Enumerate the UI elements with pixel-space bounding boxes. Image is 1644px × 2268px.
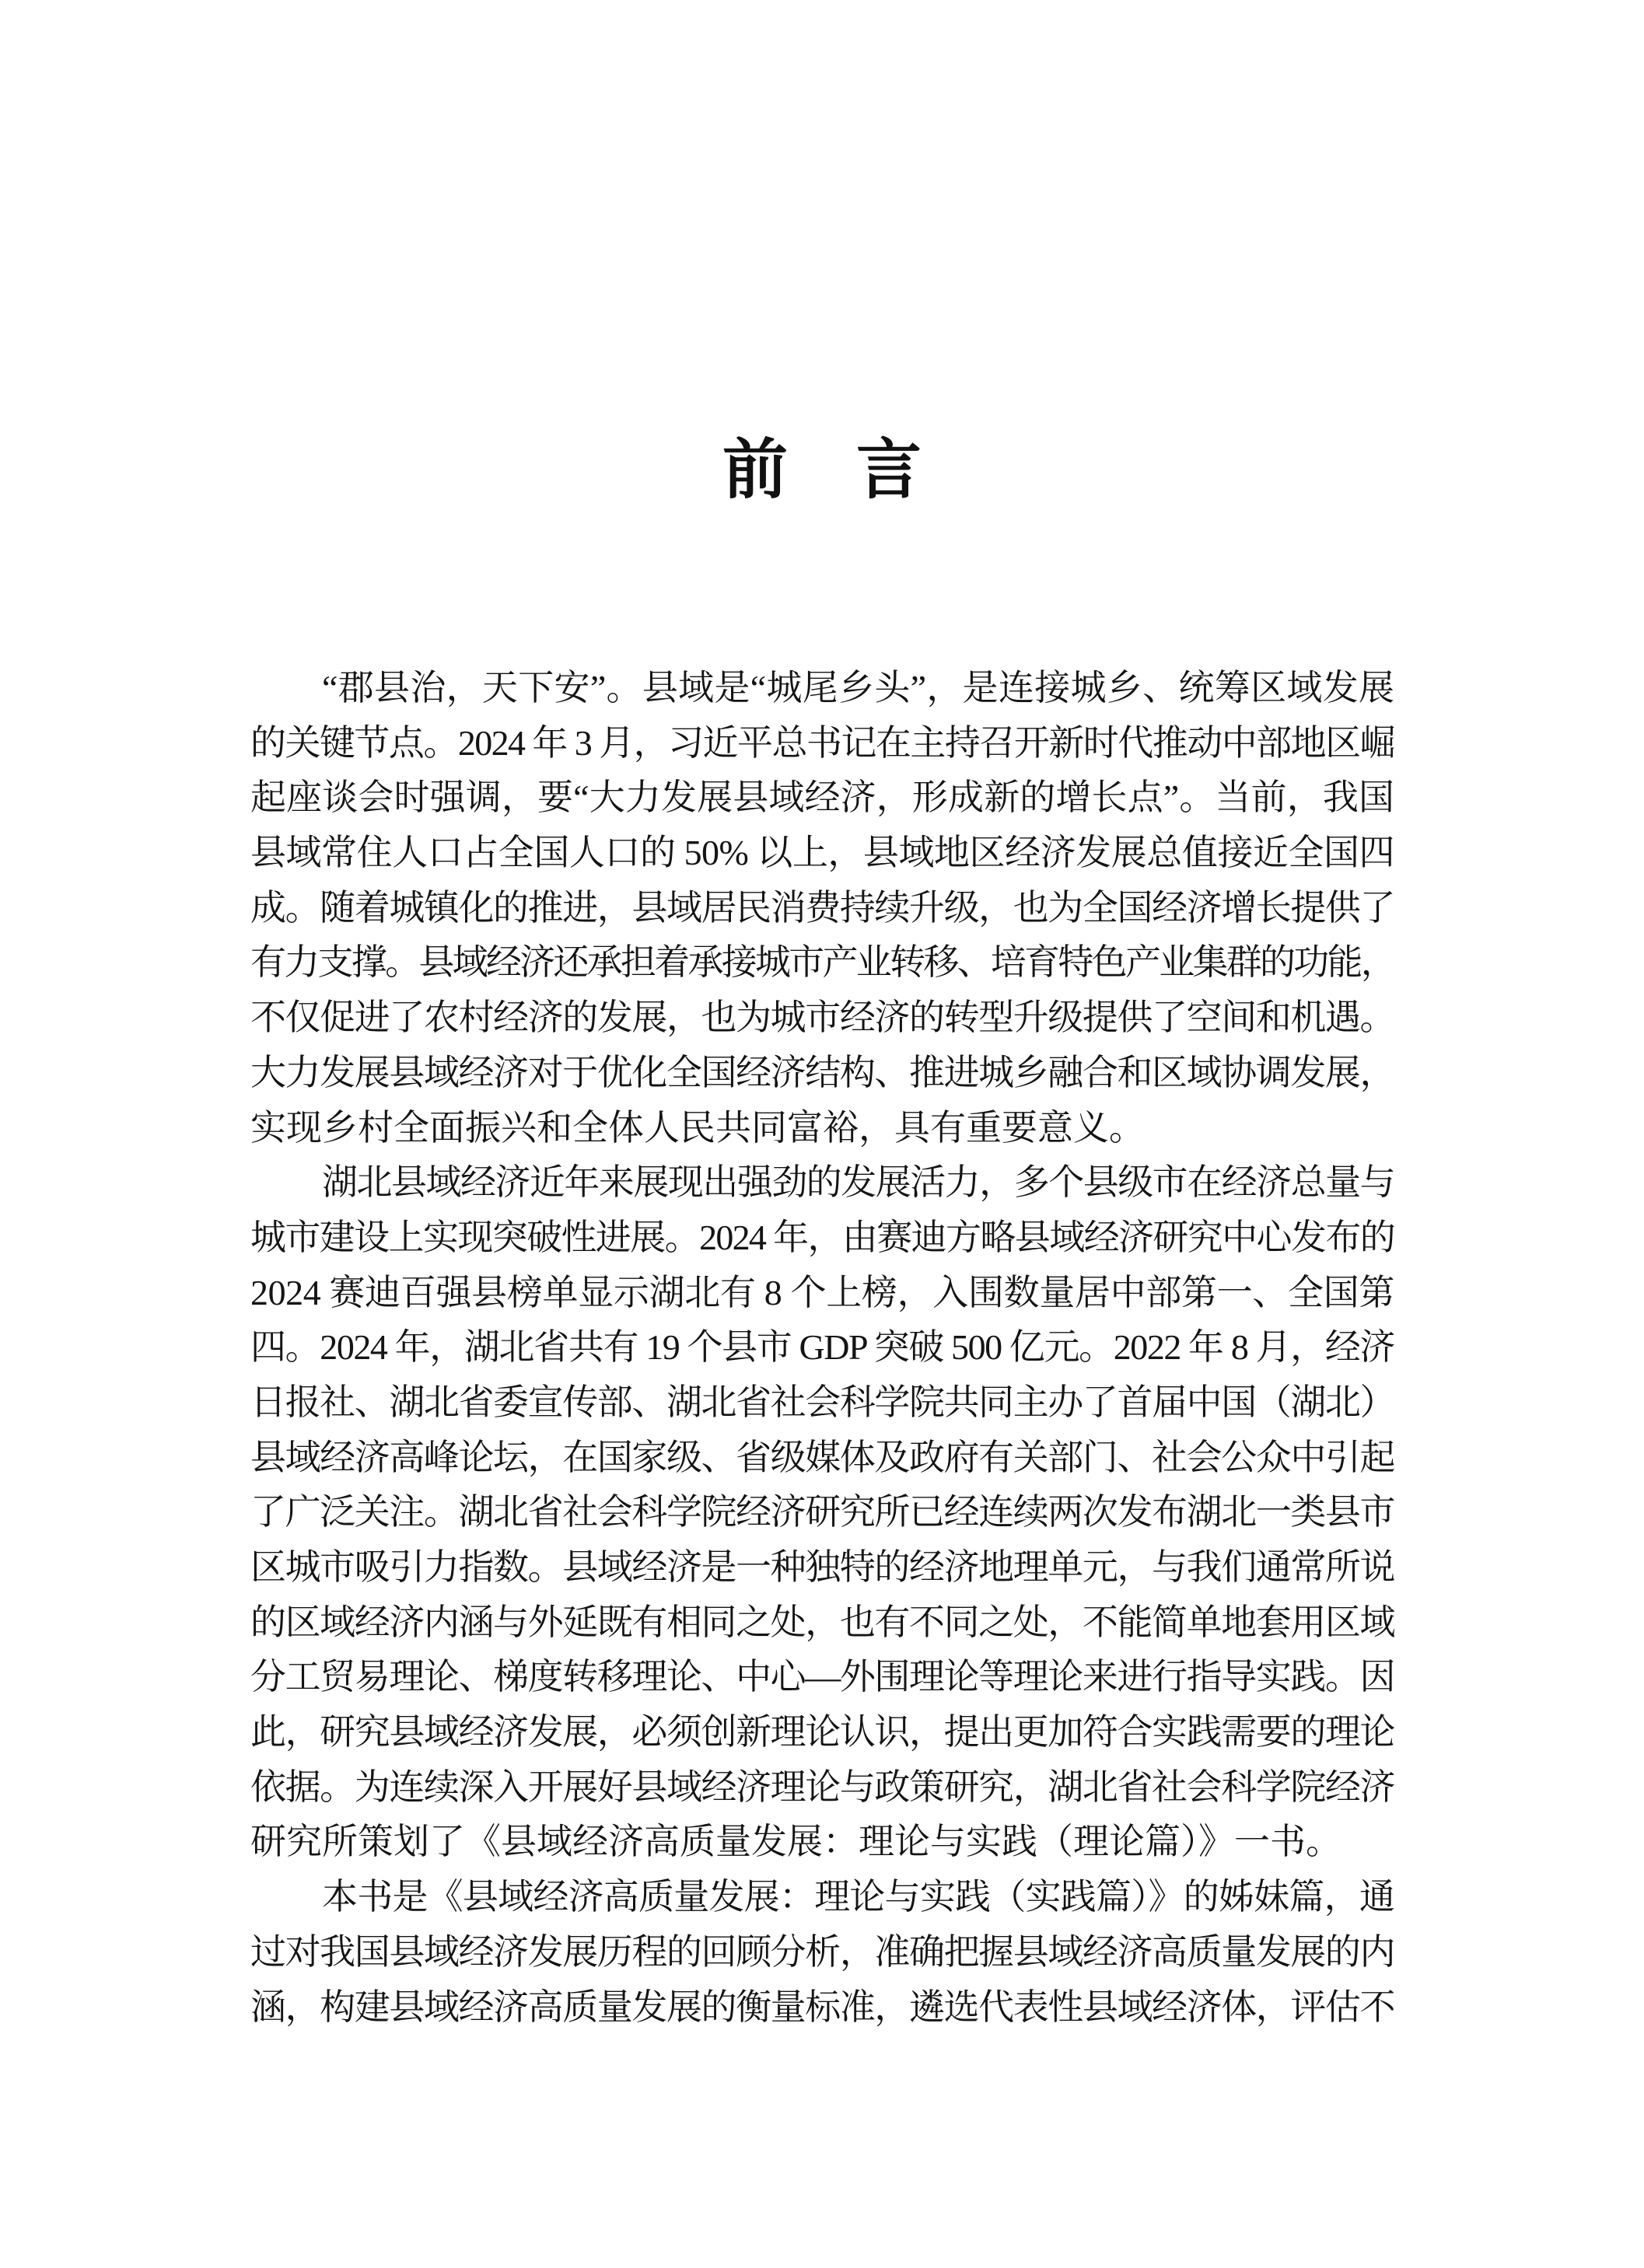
text-line: 县域经济高峰论坛，在国家级、省级媒体及政府有关部门、社会公众中引起 bbox=[250, 1437, 1394, 1477]
text-line: 有力支撑。县域经济还承担着承接城市产业转移、培育特色产业集群的功能， bbox=[250, 942, 1394, 983]
paragraph-1 bbox=[250, 661, 1394, 1155]
paragraph-2 bbox=[250, 1155, 1394, 1870]
text-line: 实现乡村全面振兴和全体人民共同富裕，具有重要意义。 bbox=[250, 1107, 1145, 1148]
text-line: 湖北县域经济近年来展现出强劲的发展活力，多个县级市在经济总量与 bbox=[322, 1162, 1394, 1203]
text-line: 的区域经济内涵与外延既有相同之处，也有不同之处，不能简单地套用区域 bbox=[250, 1602, 1394, 1642]
text-line: 四。2024 年，湖北省共有 19 个县市 GDP 突破 500 亿元。2022 年 8 月，经济 bbox=[250, 1327, 1394, 1368]
text-line: 日报社、湖北省委宣传部、湖北省社会科学院共同主办了首届中国（湖北） bbox=[250, 1382, 1394, 1422]
text-line: 的关键节点。2024 年 3 月，习近平总书记在主持召开新时代推动中部地区崛 bbox=[250, 722, 1394, 763]
text-line: 成。随着城镇化的推进，县域居民消费持续升级，也为全国经济增长提供了 bbox=[250, 887, 1394, 928]
text-line: 区城市吸引力指数。县域经济是一种独特的经济地理单元，与我们通常所说 bbox=[250, 1547, 1394, 1587]
text-line: 此，研究县域经济发展，必须创新理论认识，提出更加符合实践需要的理论 bbox=[250, 1712, 1394, 1753]
text-line: 大力发展县域经济对于优化全国经济结构、推进城乡融合和区域协调发展， bbox=[250, 1052, 1394, 1092]
text-line: 了广泛关注。湖北省社会科学院经济研究所已经连续两次发布湖北一类县市 bbox=[250, 1492, 1394, 1532]
text-line: 不仅促进了农村经济的发展，也为城市经济的转型升级提供了空间和机遇。 bbox=[250, 998, 1394, 1038]
text-line: “郡县治，天下安”。县域是“城尾乡头”，是连接城乡、统筹区域发展 bbox=[322, 668, 1394, 708]
text-line: 涵，构建县域经济高质量发展的衡量标准，遴选代表性县域经济体，评估不 bbox=[250, 1987, 1394, 2027]
text-line: 本书是《县域经济高质量发展：理论与实践（实践篇）》的姊妹篇，通 bbox=[322, 1877, 1394, 1917]
page-title: 前 言 bbox=[722, 435, 922, 507]
text-line: 县域常住人口占全国人口的 50% 以上，县域地区经济发展总值接近全国四 bbox=[250, 833, 1394, 873]
text-line: 城市建设上实现突破性进展。2024 年，由赛迪方略县域经济研究中心发布的 bbox=[250, 1217, 1394, 1257]
body-text bbox=[250, 661, 1394, 2035]
text-line: 分工贸易理论、梯度转移理论、中心—外围理论等理论来进行指导实践。因 bbox=[250, 1657, 1394, 1697]
text-line: 过对我国县域经济发展历程的回顾分析，准确把握县域经济高质量发展的内 bbox=[250, 1931, 1394, 1972]
text-line: 研究所策划了《县域经济高质量发展：理论与实践（理论篇）》一书。 bbox=[250, 1822, 1341, 1862]
text-line: 起座谈会时强调，要“大力发展县域经济，形成新的增长点”。当前，我国 bbox=[250, 778, 1394, 818]
text-line: 依据。为连续深入开展好县域经济理论与政策研究，湖北省社会科学院经济 bbox=[250, 1767, 1394, 1807]
paragraph-3 bbox=[250, 1870, 1394, 2035]
text-line: 2024 赛迪百强县榜单显示湖北有 8 个上榜，入围数量居中部第一、全国第 bbox=[250, 1272, 1394, 1312]
